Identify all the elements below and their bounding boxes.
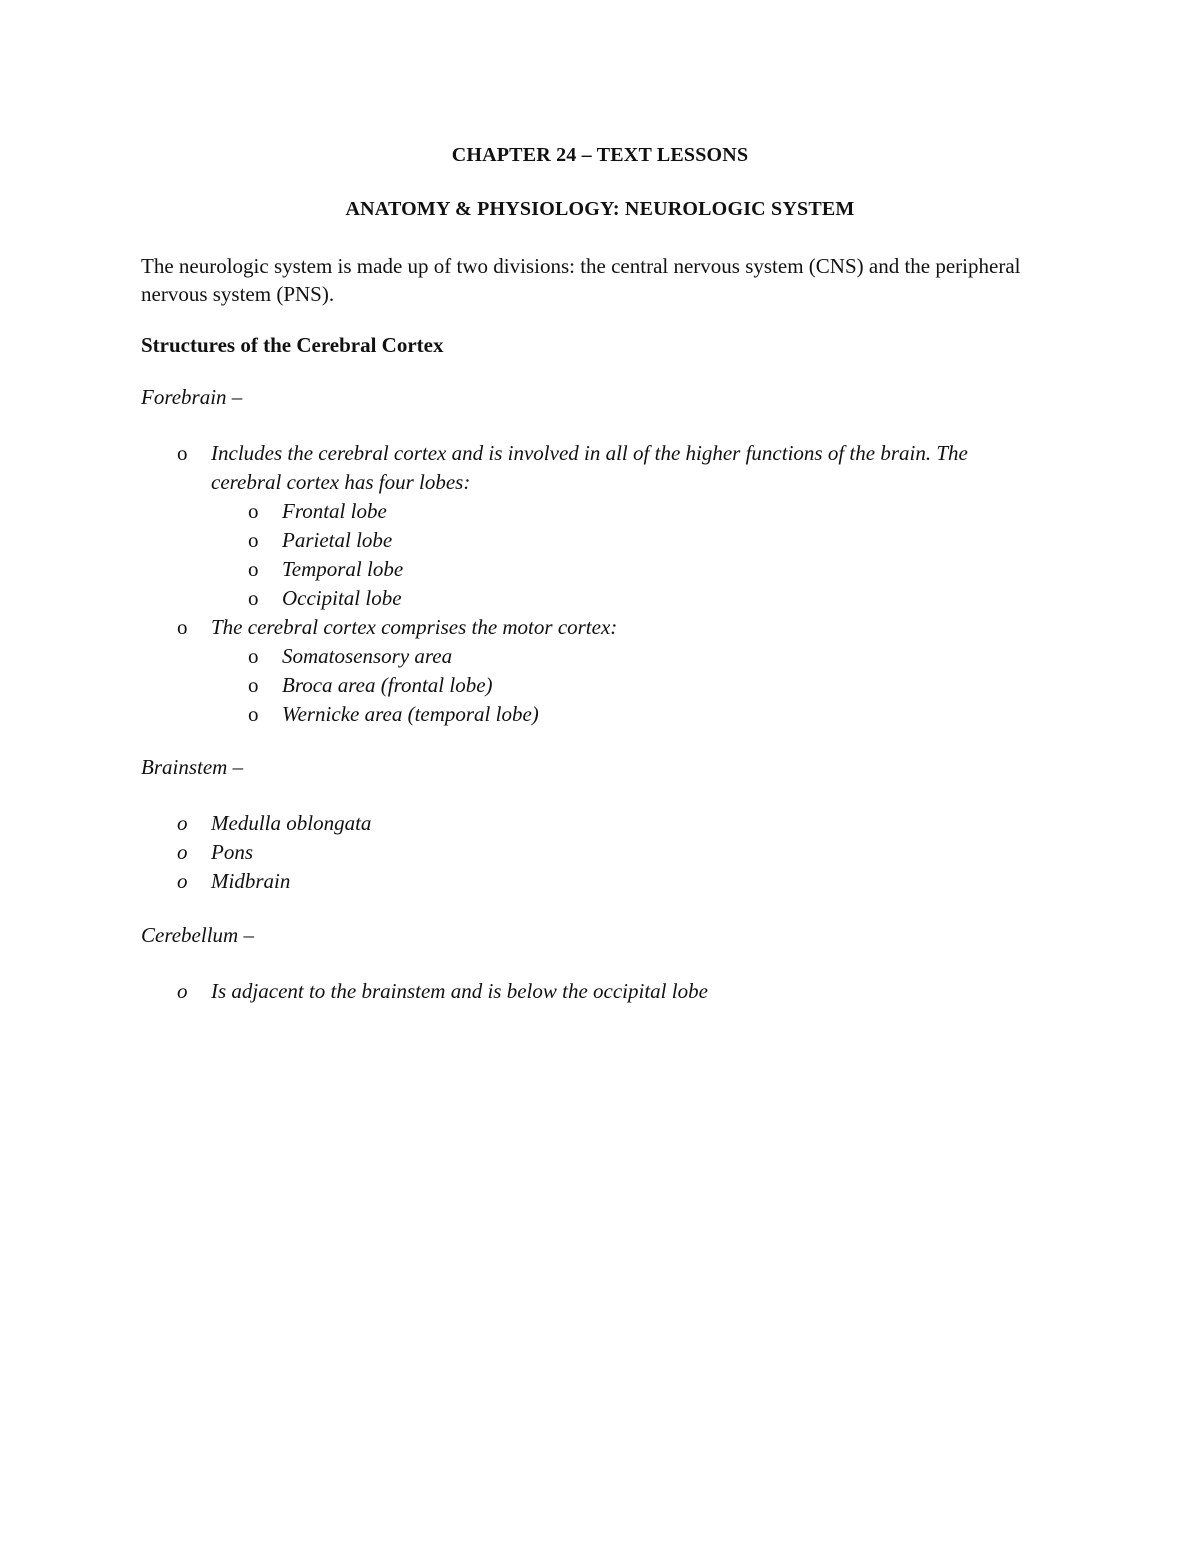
motor-cortex-sublist (211, 642, 1041, 729)
list-item (177, 439, 1041, 613)
list-item-text: Midbrain (211, 869, 291, 893)
bullet-marker: o (177, 615, 188, 639)
forebrain-label: Forebrain – (141, 385, 243, 409)
bullet-marker: o (177, 979, 188, 1003)
subheading: Structures of the Cerebral Cortex (141, 333, 444, 357)
bullet-marker: o (248, 499, 259, 523)
cerebellum-list (177, 977, 1041, 1006)
bullet-marker: o (248, 557, 259, 581)
bullet-marker: o (248, 673, 259, 697)
bullet-marker: o (248, 702, 259, 726)
list-item (248, 497, 1041, 526)
list-item (177, 838, 1041, 867)
list-item (248, 642, 1041, 671)
bullet-marker: o (177, 869, 188, 893)
list-item-text: Occipital lobe (282, 586, 402, 610)
section-title: ANATOMY & PHYSIOLOGY: NEUROLOGIC SYSTEM (345, 198, 855, 220)
list-item (248, 526, 1041, 555)
forebrain-list (177, 439, 1041, 729)
list-item (248, 584, 1041, 613)
list-item-text: Somatosensory area (282, 644, 453, 668)
list-item (248, 671, 1041, 700)
list-item-text: Medulla oblongata (211, 811, 372, 835)
list-item (177, 809, 1041, 838)
list-item-text: Temporal lobe (282, 557, 404, 581)
list-item-text: Frontal lobe (282, 499, 387, 523)
bullet-marker: o (177, 441, 188, 465)
chapter-title: CHAPTER 24 – TEXT LESSONS (451, 144, 749, 166)
list-item (177, 977, 1041, 1006)
bullet-marker: o (177, 811, 188, 835)
bullet-marker: o (248, 528, 259, 552)
list-item-text: Wernicke area (temporal lobe) (282, 702, 539, 726)
list-item (248, 700, 1041, 729)
list-item-text: Broca area (frontal lobe) (282, 673, 493, 697)
bullet-marker: o (248, 644, 259, 668)
list-item-text: The cerebral cortex comprises the motor cortex: (211, 615, 618, 639)
bullet-marker: o (177, 840, 188, 864)
intro-paragraph: The neurologic system is made up of two divisions: the central nervous system (CNS) and the peripheral nervous system (PNS). (141, 254, 1021, 306)
list-item-text: Is adjacent to the brainstem and is below the occipital lobe (211, 979, 708, 1003)
cerebellum-label: Cerebellum – (141, 923, 254, 947)
list-item-text: Includes the cerebral cortex and is involved in all of the higher functions of the brain. The cerebral cortex has four lobes: (211, 441, 968, 494)
list-item-text: Pons (211, 840, 253, 864)
list-item (248, 555, 1041, 584)
list-item-text: Parietal lobe (282, 528, 393, 552)
lobes-sublist (211, 497, 1041, 613)
bullet-marker: o (248, 586, 259, 610)
list-item (177, 613, 1041, 729)
brainstem-list (177, 809, 1041, 896)
brainstem-label: Brainstem – (141, 755, 244, 779)
list-item (177, 867, 1041, 896)
